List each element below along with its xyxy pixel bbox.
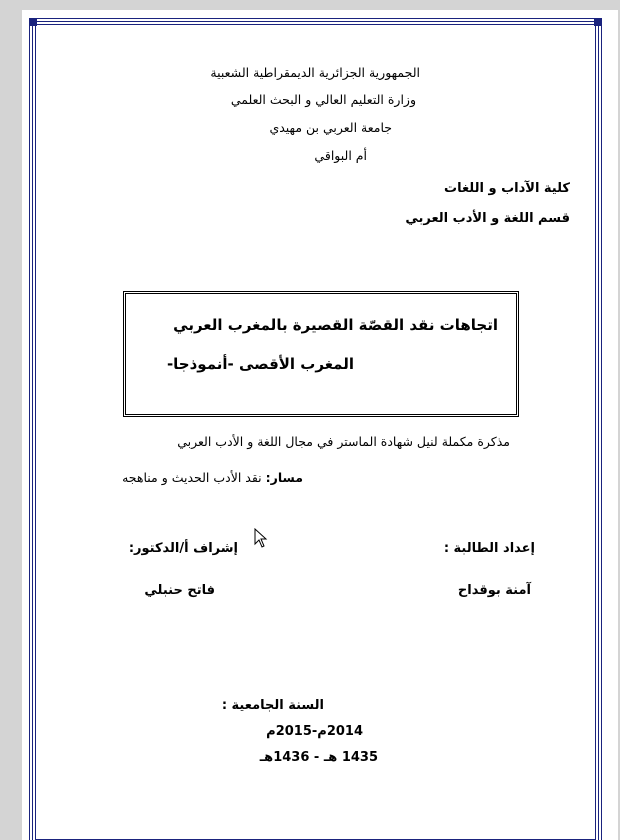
- track-label: مسار:: [265, 470, 303, 485]
- page-border-inner: [35, 24, 596, 840]
- thesis-title-box: [123, 291, 519, 417]
- document-page: [22, 10, 618, 840]
- department-name: قسم اللغة و الأدب العربي: [405, 211, 570, 226]
- student-label: إعداد الطالبة :: [443, 541, 535, 556]
- academic-year-gregorian: 2014م-2015م: [266, 724, 363, 739]
- student-name: آمنة بوقداح: [457, 583, 531, 598]
- track-value: نقد الأدب الحديث و مناهجه: [122, 470, 262, 485]
- frame-corner-ornament: [594, 18, 602, 26]
- mouse-cursor-icon: [254, 528, 268, 548]
- frame-corner-ornament: [29, 18, 37, 26]
- thesis-title-line-1: اتجاهات نقد القصّة القصيرة بالمغرب العربي: [173, 316, 498, 334]
- university-text: جامعة العربي بن مهيدي: [269, 120, 392, 135]
- academic-year-label: السنة الجامعية :: [221, 698, 324, 713]
- faculty-name: كلية الآداب و اللغات: [444, 181, 570, 196]
- supervisor-name: فاتح حنبلي: [144, 583, 215, 598]
- city-text: أم البواقي: [314, 148, 367, 163]
- supervisor-label: إشراف أ/الدكتور:: [128, 541, 238, 556]
- track-line: [122, 470, 303, 485]
- thesis-title-line-2: المغرب الأقصى -أنموذجا-: [166, 355, 354, 373]
- republic-text: الجمهورية الجزائرية الديمقراطية الشعبية: [210, 65, 420, 80]
- thesis-description: مذكرة مكملة لنيل شهادة الماستر في مجال اللغة و الأدب العربي: [177, 434, 510, 449]
- academic-year-hijri: 1435 هـ - 1436هـ: [259, 750, 378, 765]
- ministry-text: وزارة التعليم العالي و البحث العلمي: [230, 92, 416, 107]
